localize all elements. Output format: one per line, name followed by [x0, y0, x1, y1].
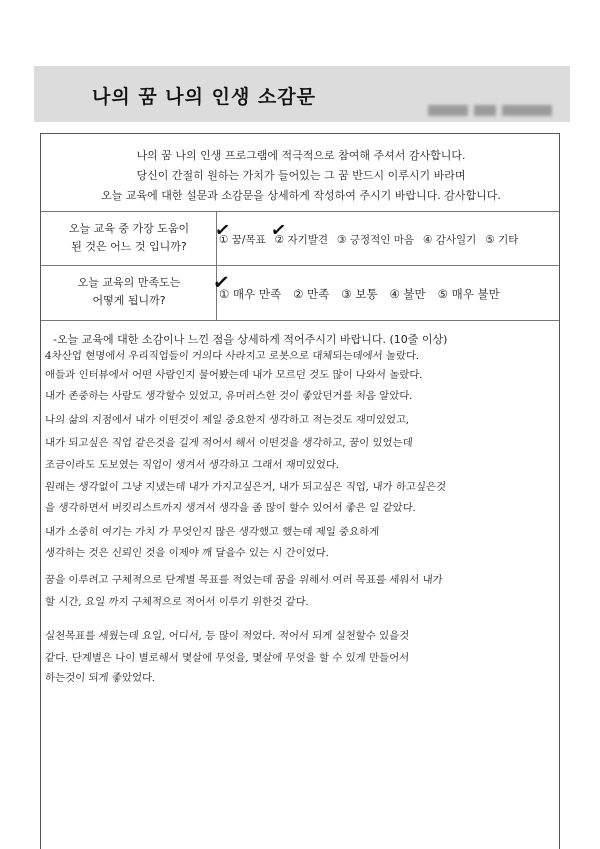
q2-option-5[interactable]: [438, 286, 500, 302]
handwritten-line: 조금이라도 도보였는 직업이 생겨서 생각하고 그래서 재미있었다.: [44, 459, 340, 471]
q1-option-2[interactable]: [269, 219, 329, 247]
q1-label-line-2: 된 것은 어느 것 입니까?: [71, 240, 187, 253]
page-title: 나의 꿈 나의 인생 소감문: [92, 86, 316, 108]
q2-label: [49, 274, 209, 310]
q1-option-1[interactable]: [213, 219, 266, 247]
divider: [41, 320, 559, 321]
q1-label: [49, 220, 209, 256]
q2-option-3[interactable]: [341, 286, 377, 302]
q1-options: [213, 219, 519, 247]
handwritten-line: 내가 존중하는 사람도 생각할수 있었고, 유머러스한 것이 좋았던거를 처음 알았다.: [44, 390, 413, 402]
intro-line-2: 당신이 간절히 원하는 가치가 들어있는 그 꿈 반드시 이루시기 바라며: [136, 169, 466, 182]
q2-label-line-2: 어떻게 됩니까?: [92, 294, 166, 307]
handwritten-line: 나의 삶의 지점에서 내가 이떤것이 제일 중요한지 생각하고 적는것도 재미있었고,: [44, 414, 410, 426]
feedback-prompt: -오늘 교육에 대한 소감이나 느낀 점을 상세하게 적어주시기 바랍니다. (10줄 이상): [53, 333, 448, 346]
q1-option-1-label: ① 꿈/목표: [219, 234, 266, 246]
handwritten-line: 애들과 인터뷰에서 어떤 사람인지 물어봤는데 내가 모르던 것도 많이 나와서 놀랐다.: [44, 369, 424, 381]
survey-form: [40, 133, 560, 849]
q2-option-2[interactable]: [293, 286, 329, 302]
handwritten-line: 을 생각하면서 버킷리스트까지 생겨서 생각을 좀 많이 할수 있어서 좋은 일 같았다.: [44, 502, 417, 514]
q1-option-4[interactable]: [423, 232, 476, 247]
q2-option-1[interactable]: [211, 268, 282, 302]
checkmark-icon: ✓: [269, 219, 288, 242]
intro-line-1: 나의 꿈 나의 인생 프로그램에 적극적으로 참여해 주셔서 감사합니다.: [136, 149, 466, 162]
checkmark-icon: ✓: [211, 268, 232, 296]
handwritten-line: 내가 되고싶은 직업 같은것을 길게 적어서 해서 이떤것을 생각하고, 꿈이 있었는데: [44, 437, 413, 449]
q2-option-1-label: ① 매우 만족: [219, 287, 282, 301]
handwritten-line: 꿈을 이루려고 구체적으로 단계별 목표를 적었는데 꿈을 위해서 여러 목표를 세워서 내가: [44, 574, 444, 586]
q1-option-4-label: ④ 감사일기: [423, 234, 477, 246]
q2-option-2-label: ② 만족: [293, 287, 330, 301]
handwritten-line: 4차산업 현명에서 우리직업들이 거의다 사라지고 로봇으로 대체되는데에서 놀랐다.: [44, 350, 420, 362]
q2-option-3-label: ③ 보통: [341, 287, 378, 301]
handwritten-line: 할 시간, 요일 까지 구체적으로 적어서 이루기 위한것 같다.: [44, 596, 310, 608]
handwritten-line: 같다. 단계별은 나이 별로해서 몇살에 무엇을, 몇살에 무엇을 할 수 있게 만들어서: [44, 652, 410, 664]
intro-text: [41, 146, 561, 206]
q1-option-5-label: ⑤ 기타: [485, 234, 519, 246]
handwritten-line: 하는것이 되게 좋았었다.: [44, 672, 156, 684]
q1-option-5[interactable]: [485, 232, 518, 247]
q2-label-line-1: 오늘 교육의 만족도는: [77, 276, 181, 289]
redacted-text-blur: [428, 105, 552, 116]
q2-options: [211, 268, 500, 302]
checkmark-icon: ✓: [213, 219, 232, 242]
q2-option-5-label: ⑤ 매우 불만: [437, 287, 500, 301]
divider: [41, 265, 559, 266]
intro-line-3: 오늘 교육에 대한 설문과 소감문을 상세하게 작성하여 주시기 바랍니다. 감사합니다.: [101, 189, 501, 202]
handwritten-line: 내가 소중히 여기는 가치 가 무엇인지 많은 생각했고 했는데 제일 중요하게: [44, 526, 380, 538]
q1-option-2-label: ② 자기발견: [274, 234, 329, 246]
handwritten-line: 생각하는 것은 신뢰인 것을 이제야 깨 달을수 있는 시 간이었다.: [44, 547, 330, 559]
q2-option-4[interactable]: [389, 286, 425, 302]
divider: [41, 211, 559, 212]
q1-label-line-1: 오늘 교육 중 가장 도움이: [68, 222, 190, 235]
q2-option-4-label: ④ 불만: [389, 287, 426, 301]
q1-option-3[interactable]: [337, 232, 414, 247]
q1-option-3-label: ③ 긍정적인 마음: [337, 234, 414, 246]
handwritten-line: 원래는 생각없이 그냥 지냈는데 내가 가지고싶은거, 내가 되고싶은 직업, 내가 하고싶은것: [44, 481, 447, 493]
handwritten-line: 실천목표를 세웠는데 요일, 어디서, 등 많이 적었다. 적어서 되게 실천할수 있을것: [44, 630, 410, 642]
